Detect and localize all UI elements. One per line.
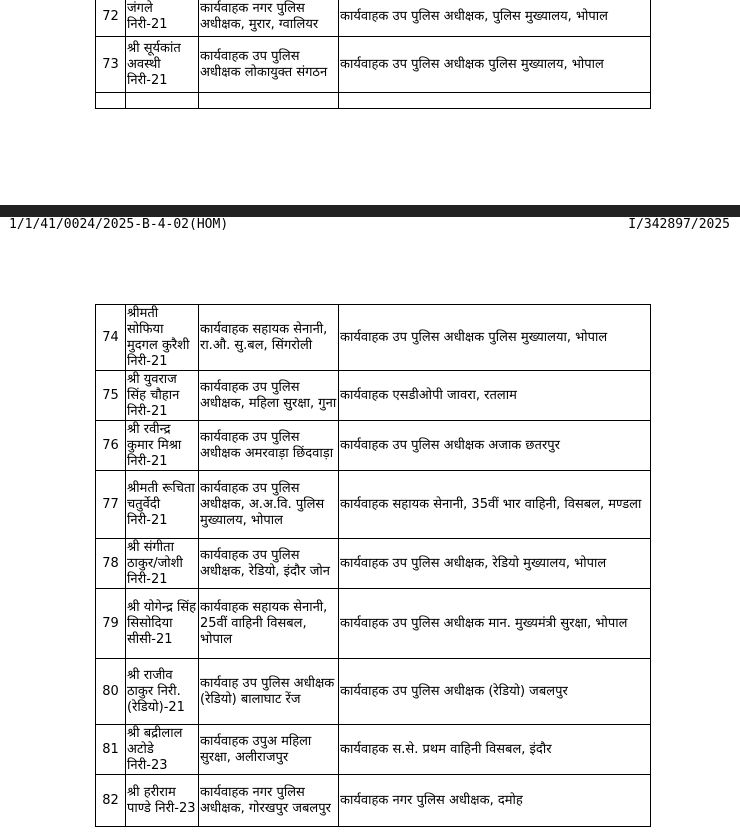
current-posting: कार्यवाहक नगर पुलिस अधीक्षक, गोरखपुर जबलपुर: [199, 775, 339, 827]
serial-number: 76: [96, 421, 126, 471]
table-row: [96, 421, 651, 471]
current-posting: कार्यवाहक सहायक सेनानी, रा.औ. सु.बल, सिंगरोली: [199, 305, 339, 371]
serial-number: 75: [96, 371, 126, 421]
officer-name: श्री हरीराम पाण्डे निरी-23: [126, 775, 199, 827]
table-row: [96, 471, 651, 539]
officer-name: श्री युवराज सिंह चौहान निरी-21: [126, 371, 199, 421]
current-posting: कार्यवाहक उप पुलिस अधीक्षक लोकायुक्त संगठन: [199, 37, 339, 93]
officer-name: श्री बद्रीलाल अटोडे निरी-23: [126, 725, 199, 775]
officer-name: श्री योगेन्द्र सिंह सिसोदिया सीसी-21: [126, 589, 199, 659]
reference-number: I/342897/2025: [628, 217, 730, 232]
new-posting: कार्यवाहक उप पुलिस अधीक्षक पुलिस मुख्यालया, भोपाल: [339, 305, 651, 371]
new-posting: कार्यवाहक उप पुलिस अधीक्षक (रेडियो) जबलपुर: [339, 659, 651, 725]
table-row: [96, 305, 651, 371]
current-posting: कार्यवाहक सहायक सेनानी, 25वीं वाहिनी विसबल, भोपाल: [199, 589, 339, 659]
table-row: [96, 589, 651, 659]
table-row: [96, 539, 651, 589]
serial-number: 78: [96, 539, 126, 589]
current-posting: कार्यवाहक उप पुलिस अधीक्षक, अ.अ.वि. पुलिस मुख्यालय, भोपाल: [199, 471, 339, 539]
new-posting: कार्यवाहक स.से. प्रथम वाहिनी विसबल, इंदौर: [339, 725, 651, 775]
new-posting: कार्यवाहक उप पुलिस अधीक्षक पुलिस मुख्यालय, भोपाल: [339, 37, 651, 93]
serial-number: 79: [96, 589, 126, 659]
current-posting: कार्यवाहक उप पुलिस अधीक्षक, रेडियो, इंदौर जोन: [199, 539, 339, 589]
table-row: [96, 37, 651, 93]
file-number: 1/1/41/0024/2025-B-4-02(HOM): [9, 217, 229, 232]
new-posting: कार्यवाहक नगर पुलिस अधीक्षक, दमोह: [339, 775, 651, 827]
serial-number: 81: [96, 725, 126, 775]
new-posting: कार्यवाहक उप पुलिस अधीक्षक अजाक छतरपुर: [339, 421, 651, 471]
table-row: [96, 371, 651, 421]
new-posting: कार्यवाहक सहायक सेनानी, 35वीं भार वाहिनी, विसबल, मण्डला: [339, 471, 651, 539]
officer-name: श्री संगीता ठाकुर/जोशी निरी-21: [126, 539, 199, 589]
serial-number: 77: [96, 471, 126, 539]
serial-number: 80: [96, 659, 126, 725]
officer-name: श्रीमती सोफिया मुदगल कुरैशी निरी-21: [126, 305, 199, 371]
officer-name: श्री सूर्यकांत अवस्थी निरी-21: [126, 37, 199, 93]
officer-name: श्री राजीव ठाकुर निरी. (रेडियो)-21: [126, 659, 199, 725]
officer-name: श्रीमती रूचिता चतुर्वेदी निरी-21: [126, 471, 199, 539]
current-posting: कार्यवाहक नगर पुलिस अधीक्षक, मुरार, ग्वालियर: [199, 0, 339, 37]
new-posting: [339, 93, 651, 109]
current-posting: [199, 93, 339, 109]
table-row: [96, 93, 651, 109]
table-row: [96, 0, 651, 37]
current-posting: कार्यवाहक उप पुलिस अधीक्षक अमरवाड़ा छिंदवाड़ा: [199, 421, 339, 471]
serial-number: [96, 93, 126, 109]
serial-number: 74: [96, 305, 126, 371]
table-row: [96, 659, 651, 725]
officer-name: [126, 93, 199, 109]
new-posting: कार्यवाहक उप पुलिस अधीक्षक मान. मुख्यमंत्री सुरक्षा, भोपाल: [339, 589, 651, 659]
new-posting: कार्यवाहक उप पुलिस अधीक्षक, पुलिस मुख्यालय, भोपाल: [339, 0, 651, 37]
table-row: [96, 725, 651, 775]
serial-number: 82: [96, 775, 126, 827]
page-break-bar: [0, 205, 740, 217]
current-posting: कार्यवाहक उप पुलिस अधीक्षक, महिला सुरक्षा, गुना: [199, 371, 339, 421]
current-posting: कार्यवाह उप पुलिस अधीक्षक (रेडियो) बालाघाट रेंज: [199, 659, 339, 725]
officer-name: जंगले निरी-21: [126, 0, 199, 37]
new-posting: कार्यवाहक उप पुलिस अधीक्षक, रेडियो मुख्यालय, भोपाल: [339, 539, 651, 589]
new-posting: कार्यवाहक एसडीओपी जावरा, रतलाम: [339, 371, 651, 421]
serial-number: 72: [96, 0, 126, 37]
serial-number: 73: [96, 37, 126, 93]
transfer-table-bottom: [95, 304, 651, 827]
officer-name: श्री रवीन्द्र कुमार मिश्रा निरी-21: [126, 421, 199, 471]
transfer-table-top: [95, 0, 651, 109]
table-row: [96, 775, 651, 827]
current-posting: कार्यवाहक उपुअ महिला सुरक्षा, अलीराजपुर: [199, 725, 339, 775]
